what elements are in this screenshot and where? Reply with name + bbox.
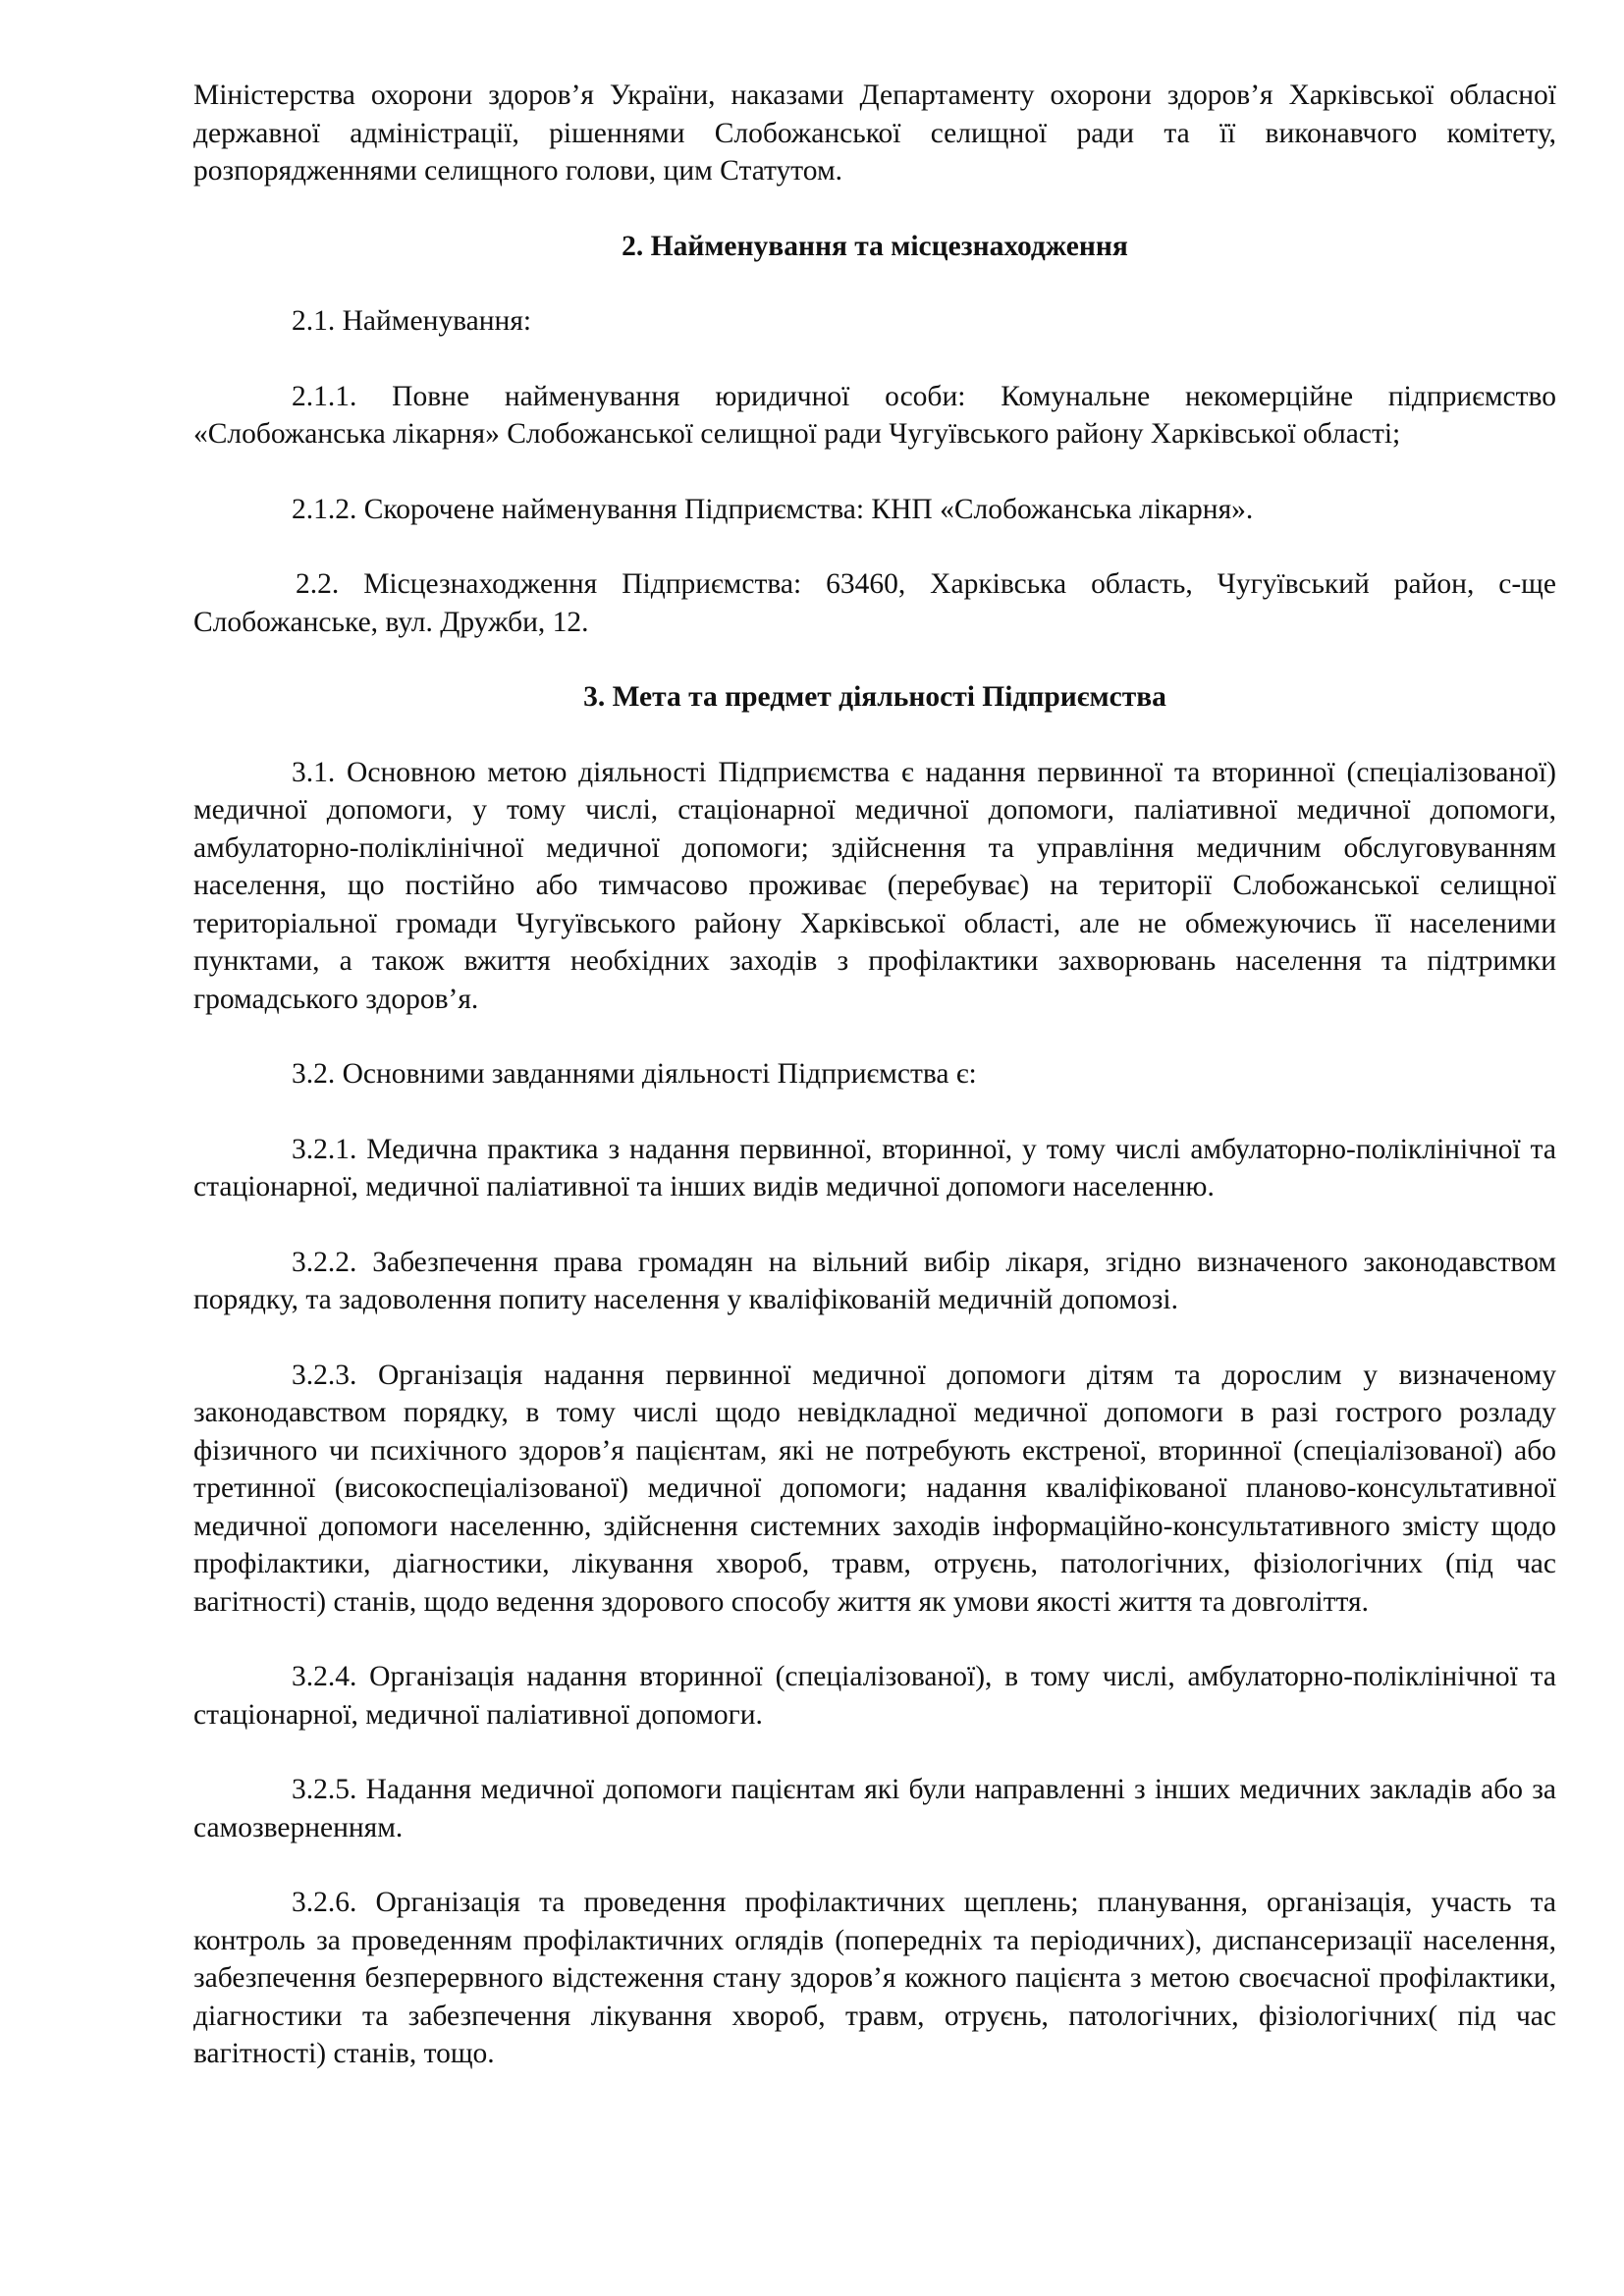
spacer bbox=[193, 717, 1556, 754]
paragraph-3-2-1: 3.2.1. Медична практика з надання первинної, вторинної, у тому числі амбулаторно-поліклінічної та стаціонарної, медичної паліативної та інших видів медичної допомоги населенню. bbox=[193, 1133, 1556, 1202]
spacer bbox=[193, 341, 1556, 378]
spacer bbox=[193, 641, 1556, 678]
spacer bbox=[193, 1734, 1556, 1771]
spacer bbox=[193, 1018, 1556, 1055]
spacer bbox=[193, 1846, 1556, 1884]
paragraph-3-2-5: 3.2.5. Надання медичної допомоги пацієнтам які були направленні з інших медичних закладів або за самозверненням. bbox=[193, 1774, 1556, 1843]
spacer bbox=[193, 454, 1556, 491]
paragraph-2-1: 2.1. Найменування: bbox=[292, 305, 532, 337]
spacer bbox=[193, 528, 1556, 565]
section-3-heading: 3. Мета та предмет діяльності Підприємства bbox=[583, 681, 1166, 713]
spacer bbox=[193, 190, 1556, 228]
spacer bbox=[193, 1094, 1556, 1131]
paragraph-2-2: 2.2. Місцезнаходження Підприємства: 63460, Харківська область, Чугуївський район, с-ще Слобожанське, вул. Дружби, 12. bbox=[193, 568, 1556, 638]
paragraph-3-2-3: 3.2.3. Організація надання первинної медичної допомоги дітям та дорослим у визначеному законодавством порядку, в тому числі щодо невідкладної медичної допомоги в разі гострого розладу фізичного чи психічного здоров’я пацієнтам, які не потребують екстреної, вторинної (спеціалізованої) або третинної (високоспеціалізованої) медичної допомоги; надання кваліфікованої планово-консультативної медичної допомоги населенню, здійснення системних заходів інформаційно-консультативного змісту щодо профілактики, діагностики, лікування хвороб, травм, отруєнь, патологічних, фізіологічних (під час вагітності) станів, щодо ведення здорового способу життя як умови якості життя та довголіття. bbox=[193, 1359, 1556, 1618]
paragraph-3-2-6: 3.2.6. Організація та проведення профілактичних щеплень; планування, організація, участь та контроль за проведенням профілактичних оглядів (попередніх та періодичних), диспансеризації населення, забезпечення безперервного відстеження стану здоров’я кожного пацієнта з метою своєчасної профілактики, діагностики та забезпечення лікування хвороб, травм, отруєнь, патологічних, фізіологічних( під час вагітності) станів, тощо. bbox=[193, 1887, 1556, 2069]
paragraph-2-1-2: 2.1.2. Скорочене найменування Підприємства: КНП «Слобожанська лікарня». bbox=[292, 493, 1254, 525]
paragraph-2-1-1: 2.1.1. Повне найменування юридичної особи: Комунальне некомерційне підприємство «Слобожанська лікарня» Слобожанської селищної ради Чугуївського району Харківської області; bbox=[193, 380, 1556, 450]
spacer bbox=[193, 1621, 1556, 1658]
paragraph-3-2-2: 3.2.2. Забезпечення права громадян на вільний вибір лікаря, згідно визначеного законодавством порядку, та задоволення попиту населення у кваліфікованій медичній допомозі. bbox=[193, 1246, 1556, 1315]
document-page bbox=[193, 77, 1556, 2073]
spacer bbox=[193, 265, 1556, 302]
spacer bbox=[193, 1319, 1556, 1357]
section-2-heading: 2. Найменування та місцезнаходження bbox=[622, 230, 1128, 262]
intro-paragraph: Міністерства охорони здоров’я України, наказами Департаменту охорони здоров’я Харківської обласної державної адміністрації, рішеннями Слобожанської селищної ради та її виконавчого комітету, розпорядженнями селищного голови, цим Статутом. bbox=[193, 80, 1556, 187]
paragraph-3-2-4: 3.2.4. Організація надання вторинної (спеціалізованої), в тому числі, амбулаторно-поліклінічної та стаціонарної, медичної паліативної допомоги. bbox=[193, 1661, 1556, 1731]
paragraph-3-2: 3.2. Основними завданнями діяльності Підприємства є: bbox=[292, 1058, 977, 1090]
paragraph-3-1: 3.1. Основною метою діяльності Підприємства є надання первинної та вторинної (спеціалізованої) медичної допомоги, у тому числі, стаціонарної медичної допомоги, паліативної медичної допомоги, амбулаторно-поліклінічної медичної допомоги; здійснення та управління медичним обслуговуванням населення, що постійно або тимчасово проживає (перебуває) на території Слобожанської селищної територіальної громади Чугуївського району Харківської області, але не обмежуючись її населеними пунктами, а також вжиття необхідних заходів з профілактики захворювань населення та підтримки громадського здоров’я. bbox=[193, 756, 1556, 1015]
spacer bbox=[193, 1206, 1556, 1244]
